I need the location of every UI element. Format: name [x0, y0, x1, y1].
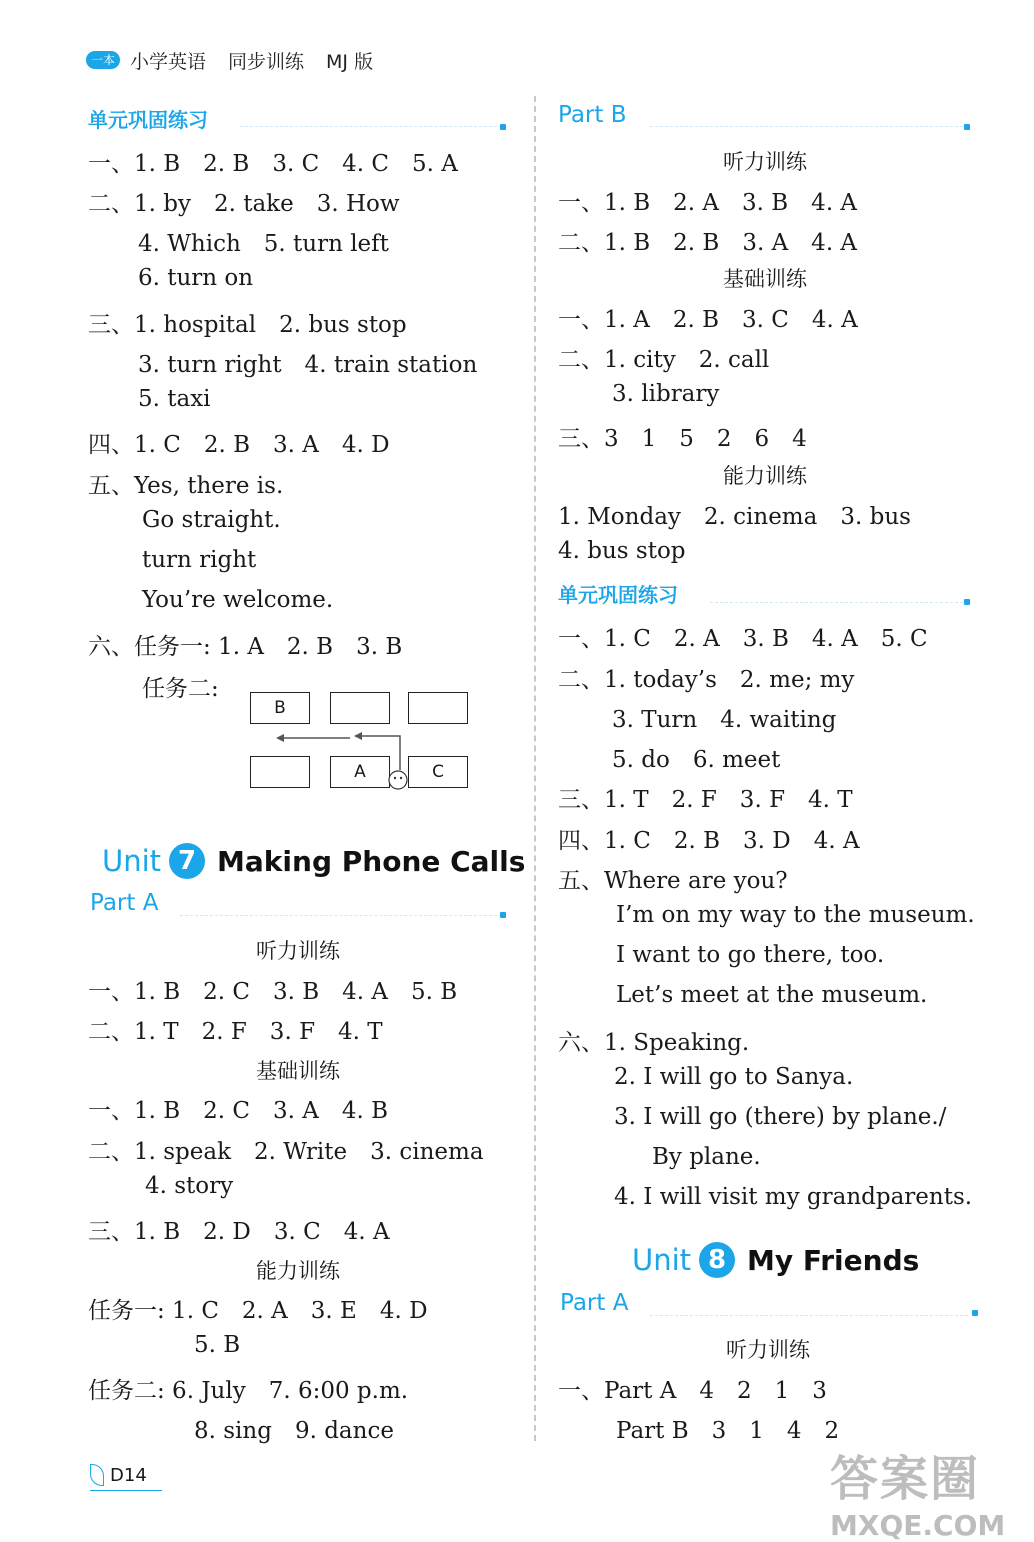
answer-line: 三、1. hospital 2. bus stop — [88, 312, 407, 338]
answer-line: 二、1. by 2. take 3. How — [88, 191, 400, 217]
answer-line: 二、1. city 2. call — [558, 347, 770, 373]
answer-line: I want to go there, too. — [616, 942, 885, 968]
answer-line: 4. Which 5. turn left — [138, 231, 389, 257]
section-rule — [650, 126, 968, 127]
answer-line: 一、1. C 2. A 3. B 4. A 5. C — [558, 626, 928, 652]
unit-number-badge: 7 — [169, 843, 205, 879]
basic-subheading: 基础训练 — [256, 1059, 340, 1083]
answer-line: 二、1. speak 2. Write 3. cinema — [88, 1139, 484, 1165]
rule-dot — [500, 124, 506, 130]
answer-line: 2. I will go to Sanya. — [614, 1064, 854, 1090]
watermark-logo: 答案圈 — [830, 1451, 981, 1507]
rule-dot — [964, 124, 970, 130]
watermark — [830, 1440, 1020, 1542]
rule-dot — [972, 1310, 978, 1316]
answer-line: 二、1. T 2. F 3. F 4. T — [88, 1019, 383, 1045]
listening-subheading: 听力训练 — [723, 150, 807, 174]
answer-line: I’m on my way to the museum. — [616, 902, 975, 928]
answer-line: 3. turn right 4. train station — [138, 352, 478, 378]
answer-line: 6. turn on — [138, 265, 254, 291]
answer-line: Let’s meet at the museum. — [616, 982, 928, 1008]
listening-subheading: 听力训练 — [726, 1338, 810, 1362]
ability-subheading: 能力训练 — [723, 464, 807, 488]
unit7-heading — [102, 843, 525, 879]
answer-line: 5. B — [194, 1332, 241, 1358]
answer-line: 4. bus stop — [558, 538, 686, 564]
answer-line: 四、1. C 2. B 3. D 4. A — [558, 828, 860, 854]
section-rule — [650, 1315, 968, 1316]
answer-line: 二、1. B 2. B 3. A 4. A — [558, 230, 858, 256]
answer-line: 一、1. B 2. B 3. C 4. C 5. A — [88, 151, 458, 177]
answer-line: 3. I will go (there) by plane./ — [614, 1104, 947, 1130]
part-a-label: Part A — [90, 890, 159, 916]
answer-line: 任务二: 6. July 7. 6:00 p.m. — [88, 1378, 409, 1404]
unit-title: My Friends — [747, 1243, 920, 1277]
part-a-label: Part A — [560, 1290, 629, 1316]
answer-line: 三、3 1 5 2 6 4 — [558, 426, 807, 452]
answer-line: 二、1. today’s 2. me; my — [558, 667, 855, 693]
leaf-icon — [90, 1464, 104, 1486]
answer-line: 三、1. B 2. D 3. C 4. A — [88, 1219, 390, 1245]
page-header — [86, 44, 395, 76]
answer-line: 4. story — [145, 1173, 234, 1199]
answer-line: Part B 3 1 4 2 — [616, 1418, 840, 1444]
footer-rule — [90, 1490, 162, 1491]
unit-number-badge: 8 — [699, 1242, 735, 1278]
rule-dot — [500, 912, 506, 918]
answer-line: 四、1. C 2. B 3. A 4. D — [88, 432, 390, 458]
answer-line: 五、Where are you? — [558, 868, 788, 894]
page-footer — [90, 1464, 147, 1486]
unit-word: Unit — [632, 1243, 692, 1277]
answer-line: By plane. — [652, 1144, 761, 1170]
brand-logo: 一本 — [86, 51, 120, 69]
answer-line: 3. Turn 4. waiting — [612, 707, 837, 733]
watermark-url: MXQE.COM — [830, 1509, 1006, 1542]
section-rule — [710, 602, 968, 603]
answer-line: 任务二: — [142, 676, 219, 702]
route-arrows — [250, 686, 468, 806]
series-label: 同步训练 — [228, 50, 305, 73]
answer-line: 任务一: 1. C 2. A 3. E 4. D — [88, 1298, 428, 1324]
basic-subheading: 基础训练 — [723, 267, 807, 291]
subject-label: 小学英语 — [130, 50, 207, 73]
answer-line: 六、1. Speaking. — [558, 1030, 750, 1056]
answer-line: 一、1. B 2. A 3. B 4. A — [558, 190, 858, 216]
answer-line: 4. I will visit my grandparents. — [614, 1184, 973, 1210]
route-map — [250, 686, 468, 806]
answer-line: 一、1. B 2. C 3. B 4. A 5. B — [88, 979, 458, 1005]
unit-title: Making Phone Calls — [217, 844, 526, 878]
answer-line: 1. Monday 2. cinema 3. bus — [558, 504, 911, 530]
page-number: D14 — [110, 1464, 147, 1486]
answer-line: 5. taxi — [138, 386, 211, 412]
answer-line: 一、Part A 4 2 1 3 — [558, 1378, 827, 1404]
answer-line: 三、1. T 2. F 3. F 4. T — [558, 787, 853, 813]
answer-line: 五、Yes, there is. — [88, 473, 284, 499]
edition-label: MJ 版 — [326, 50, 374, 73]
ability-subheading: 能力训练 — [256, 1259, 340, 1283]
part-b-label: Part B — [558, 102, 627, 128]
rule-dot — [964, 599, 970, 605]
map-box: C — [408, 756, 468, 788]
column-divider — [534, 96, 536, 1441]
map-box: A — [330, 756, 390, 788]
answer-line: 一、1. A 2. B 3. C 4. A — [558, 307, 858, 333]
consolidation-title: 单元巩固练习 — [88, 108, 208, 132]
answer-line: 8. sing 9. dance — [194, 1418, 394, 1444]
section-rule — [240, 126, 502, 127]
section-rule — [180, 915, 502, 916]
unit8-heading — [632, 1242, 919, 1278]
answer-line: turn right — [142, 547, 257, 573]
consolidation-title: 单元巩固练习 — [558, 583, 678, 607]
answer-line: 3. library — [612, 381, 720, 407]
unit-word: Unit — [102, 844, 162, 878]
answer-line: 5. do 6. meet — [612, 747, 781, 773]
listening-subheading: 听力训练 — [256, 939, 340, 963]
answer-line: You’re welcome. — [142, 587, 334, 613]
answer-line: 六、任务一: 1. A 2. B 3. B — [88, 634, 403, 660]
answer-line: Go straight. — [142, 507, 281, 533]
map-box: B — [250, 692, 310, 724]
answer-line: 一、1. B 2. C 3. A 4. B — [88, 1098, 389, 1124]
